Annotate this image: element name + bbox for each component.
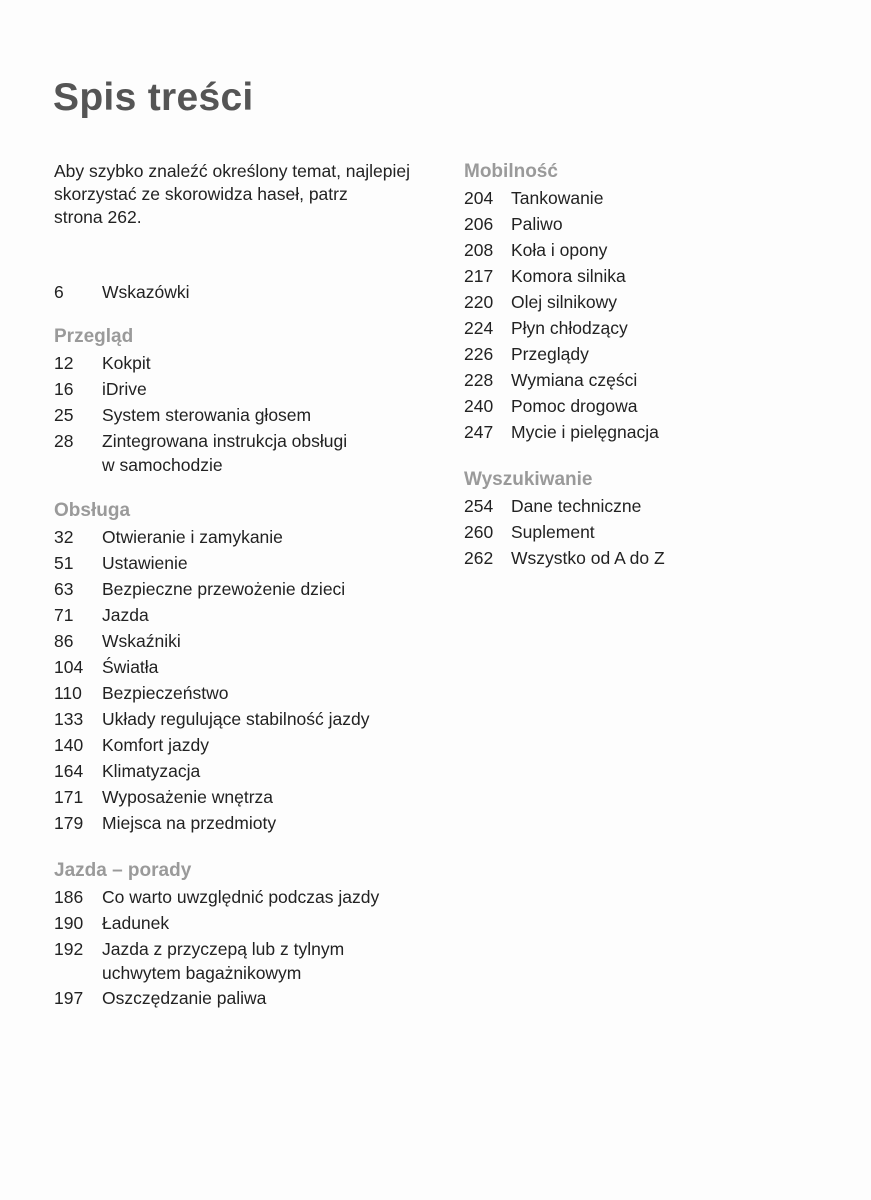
entry-label: Kokpit: [102, 353, 151, 373]
entry-label: Bezpieczne przewożenie dzieci: [102, 579, 346, 599]
page-number: 204: [464, 188, 494, 208]
entry-label: Olej silnikowy: [511, 292, 617, 312]
toc-entry[interactable]: [464, 545, 665, 571]
entry-label: Ładunek: [102, 913, 170, 933]
toc-entry[interactable]: [464, 367, 659, 393]
toc-entry[interactable]: [54, 628, 370, 654]
entry-label: Oszczędzanie paliwa: [102, 988, 267, 1008]
entry-label: Komfort jazdy: [102, 735, 209, 755]
entry-label: Zintegrowana instrukcja obsługi w samochodzie: [102, 431, 348, 475]
entry-label: Komora silnika: [511, 266, 626, 286]
toc-standalone: [54, 279, 190, 305]
page-number: 226: [464, 344, 494, 364]
toc-entry[interactable]: [54, 550, 370, 576]
entry-label: Koła i opony: [511, 240, 608, 260]
toc-entry[interactable]: [464, 237, 659, 263]
toc-entry[interactable]: [54, 706, 370, 732]
entry-label: Ustawienie: [102, 553, 188, 573]
toc-entry[interactable]: [54, 680, 370, 706]
section-obsluga: [54, 498, 370, 836]
section-heading: Jazda – porady: [54, 860, 192, 881]
toc-entry[interactable]: [54, 402, 347, 428]
page-number: 86: [54, 631, 74, 651]
toc-entry[interactable]: [54, 884, 379, 910]
page-number: 133: [54, 709, 84, 729]
section-heading: Mobilność: [464, 161, 558, 182]
toc-entry[interactable]: [54, 936, 379, 985]
entry-label: System sterowania głosem: [102, 405, 312, 425]
toc-entry[interactable]: [54, 428, 347, 477]
entry-label: Bezpieczeństwo: [102, 683, 229, 703]
section-mobilnosc: [464, 159, 659, 445]
toc-entry[interactable]: [54, 654, 370, 680]
entry-label: Suplement: [511, 522, 595, 542]
toc-entry[interactable]: [464, 185, 659, 211]
toc-entry[interactable]: [464, 211, 659, 237]
page-number: 6: [54, 282, 64, 302]
entry-label: Wszystko od A do Z: [511, 548, 665, 568]
section-heading: Przegląd: [54, 326, 134, 347]
entry-label: Tankowanie: [511, 188, 604, 208]
page-number: 104: [54, 657, 84, 677]
page-number: 224: [464, 318, 494, 338]
section-heading: Wyszukiwanie: [464, 469, 593, 490]
page-number: 179: [54, 813, 84, 833]
intro-text: Aby szybko znaleźć określony temat, najlepiej skorzystać ze skorowidza haseł, patrz strona 262.: [54, 161, 411, 227]
page-title: Spis treści: [53, 76, 254, 119]
page-number: 171: [54, 787, 84, 807]
entry-label: Mycie i pielęgnacja: [511, 422, 659, 442]
page-number: 228: [464, 370, 494, 390]
page-number: 28: [54, 431, 74, 451]
section-przeglad: [54, 324, 347, 477]
page-number: 260: [464, 522, 494, 542]
toc-entry[interactable]: [54, 758, 370, 784]
page-number: 197: [54, 988, 84, 1008]
toc-entry[interactable]: [464, 393, 659, 419]
entry-label: Co warto uwzględnić podczas jazdy: [102, 887, 380, 907]
entry-label: Dane techniczne: [511, 496, 642, 516]
page-number: 63: [54, 579, 74, 599]
page-number: 164: [54, 761, 84, 781]
page-number: 247: [464, 422, 494, 442]
toc-entry[interactable]: [464, 315, 659, 341]
entry-label: Jazda: [102, 605, 149, 625]
toc-entry[interactable]: [54, 279, 190, 305]
page-number: 71: [54, 605, 74, 625]
toc-entry[interactable]: [464, 341, 659, 367]
page-number: 16: [54, 379, 74, 399]
toc-entry[interactable]: [54, 732, 370, 758]
toc-entry[interactable]: [464, 519, 665, 545]
page-number: 262: [464, 548, 494, 568]
page-number: 254: [464, 496, 494, 516]
entry-label: Jazda z przyczepą lub z tylnym uchwytem bagażnikowym: [102, 939, 345, 983]
toc-entry[interactable]: [464, 263, 659, 289]
entry-label: iDrive: [102, 379, 147, 399]
page-number: 190: [54, 913, 84, 933]
toc-entry[interactable]: [54, 784, 370, 810]
page-number: 220: [464, 292, 494, 312]
page-number: 12: [54, 353, 74, 373]
toc-entry[interactable]: [54, 602, 370, 628]
entry-label: Wymiana części: [511, 370, 638, 390]
entry-label: Płyn chłodzący: [511, 318, 628, 338]
page-number: 208: [464, 240, 494, 260]
toc-entry[interactable]: [54, 350, 347, 376]
entry-label: Miejsca na przedmioty: [102, 813, 277, 833]
page-number: 206: [464, 214, 494, 234]
page-number: 192: [54, 939, 84, 959]
toc-entry[interactable]: [54, 810, 370, 836]
toc-entry[interactable]: [54, 576, 370, 602]
page-number: 110: [54, 683, 82, 703]
toc-entry[interactable]: [54, 376, 347, 402]
toc-entry[interactable]: [464, 419, 659, 445]
toc-entry[interactable]: [464, 493, 665, 519]
page-number: 51: [54, 553, 74, 573]
section-heading: Obsługa: [54, 500, 131, 521]
section-jazda-porady: [54, 858, 379, 1011]
toc-entry[interactable]: [464, 289, 659, 315]
entry-label: Wskazówki: [102, 282, 190, 302]
entry-label: Klimatyzacja: [102, 761, 201, 781]
entry-label: Pomoc drogowa: [511, 396, 638, 416]
entry-label: Otwieranie i zamykanie: [102, 527, 283, 547]
entry-label: Wskaźniki: [102, 631, 181, 651]
toc-entry[interactable]: [54, 910, 379, 936]
toc-entry[interactable]: [54, 985, 379, 1011]
page-number: 240: [464, 396, 494, 416]
entry-label: Wyposażenie wnętrza: [102, 787, 274, 807]
page-number: 186: [54, 887, 84, 907]
section-wyszukiwanie: [464, 467, 665, 571]
page-number: 217: [464, 266, 494, 286]
entry-label: Układy regulujące stabilność jazdy: [102, 709, 370, 729]
page-number: 25: [54, 405, 74, 425]
entry-label: Przeglądy: [511, 344, 589, 364]
entry-label: Paliwo: [511, 214, 563, 234]
entry-label: Światła: [102, 657, 159, 677]
page-number: 32: [54, 527, 74, 547]
toc-entry[interactable]: [54, 524, 370, 550]
page-number: 140: [54, 735, 84, 755]
